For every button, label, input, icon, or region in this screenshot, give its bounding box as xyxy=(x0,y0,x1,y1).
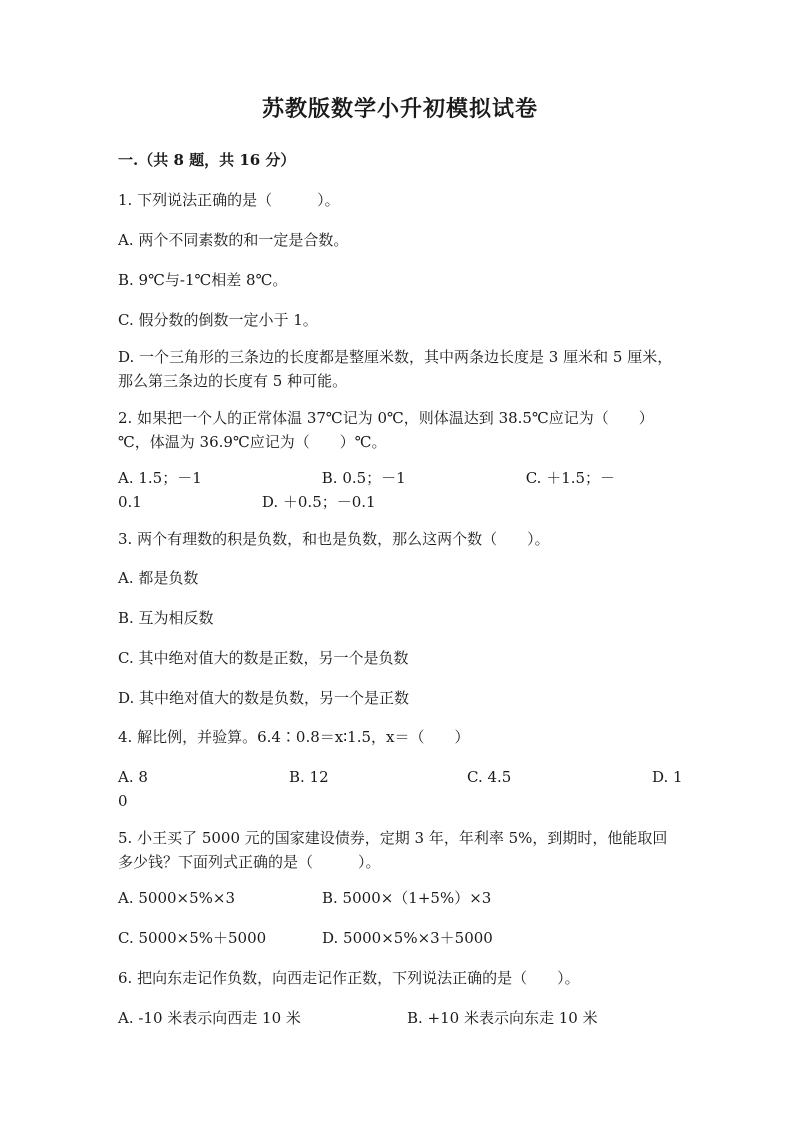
question-3-option-a: A. 都是负数 xyxy=(118,569,199,587)
page-title: 苏教版数学小升初模拟试卷 xyxy=(261,96,538,122)
question-2-options-line-1: A. 1.5；－1 B. 0.5；－1 C. ＋1.5；－ xyxy=(118,469,616,487)
question-2-options-line-2: 0.1 D. ＋0.5；－0.1 xyxy=(118,493,376,511)
question-3-option-c: C. 其中绝对值大的数是正数，另一个是负数 xyxy=(118,649,409,667)
question-1-option-c: C. 假分数的倒数一定小于 1。 xyxy=(118,311,318,329)
question-6-stem: 6. 把向东走记作负数，向西走记作正数，下列说法正确的是（ ）。 xyxy=(118,969,580,987)
question-2-stem: 2. 如果把一个人的正常体温 37℃记为 0℃，则体温达到 38.5℃应记为（ ）℃，体温为 36.9℃应记为（ ）℃。 xyxy=(118,409,654,451)
section-heading: 一.（共 8 题，共 16 分） xyxy=(118,151,296,169)
question-6-option-a: A. -10 米表示向西走 10 米 xyxy=(118,1009,301,1027)
question-4-option-d-wrap: 0 xyxy=(118,792,128,810)
question-4-option-d: D. 1 xyxy=(652,768,683,786)
question-1-option-b: B. 9℃与-1℃相差 8℃。 xyxy=(118,271,288,289)
question-1-stem: 1. 下列说法正确的是（ ）。 xyxy=(118,191,340,209)
question-4-option-b: B. 12 xyxy=(289,768,329,786)
question-6-option-b: B. +10 米表示向东走 10 米 xyxy=(407,1009,598,1027)
question-5-option-c: C. 5000×5%＋5000 xyxy=(118,929,267,947)
question-3-option-b: B. 互为相反数 xyxy=(118,609,214,627)
question-4-stem: 4. 解比例，并验算。6.4∶0.8＝x∶1.5，x＝（ ） xyxy=(118,728,470,746)
question-5-option-a: A. 5000×5%×3 xyxy=(118,889,236,907)
question-5-stem: 5. 小王买了 5000 元的国家建设债券，定期 3 年，年利率 5%，到期时，他能取回多少钱？下面列式正确的是（ ）。 xyxy=(118,829,668,871)
question-5-option-b: B. 5000×（1+5%）×3 xyxy=(322,889,492,907)
question-5-option-d: D. 5000×5%×3＋5000 xyxy=(322,929,493,947)
question-3-stem: 3. 两个有理数的积是负数，和也是负数，那么这两个数（ ）。 xyxy=(118,530,550,548)
question-1-option-d: D. 一个三角形的三条边的长度都是整厘米数，其中两条边长度是 3 厘米和 5 厘米，那么第三条边的长度有 5 种可能。 xyxy=(118,348,673,390)
question-4-option-c: C. 4.5 xyxy=(467,768,512,786)
question-3-option-d: D. 其中绝对值大的数是负数，另一个是正数 xyxy=(118,689,410,707)
question-4-option-a: A. 8 xyxy=(118,768,148,786)
question-1-option-a: A. 两个不同素数的和一定是合数。 xyxy=(118,231,349,249)
